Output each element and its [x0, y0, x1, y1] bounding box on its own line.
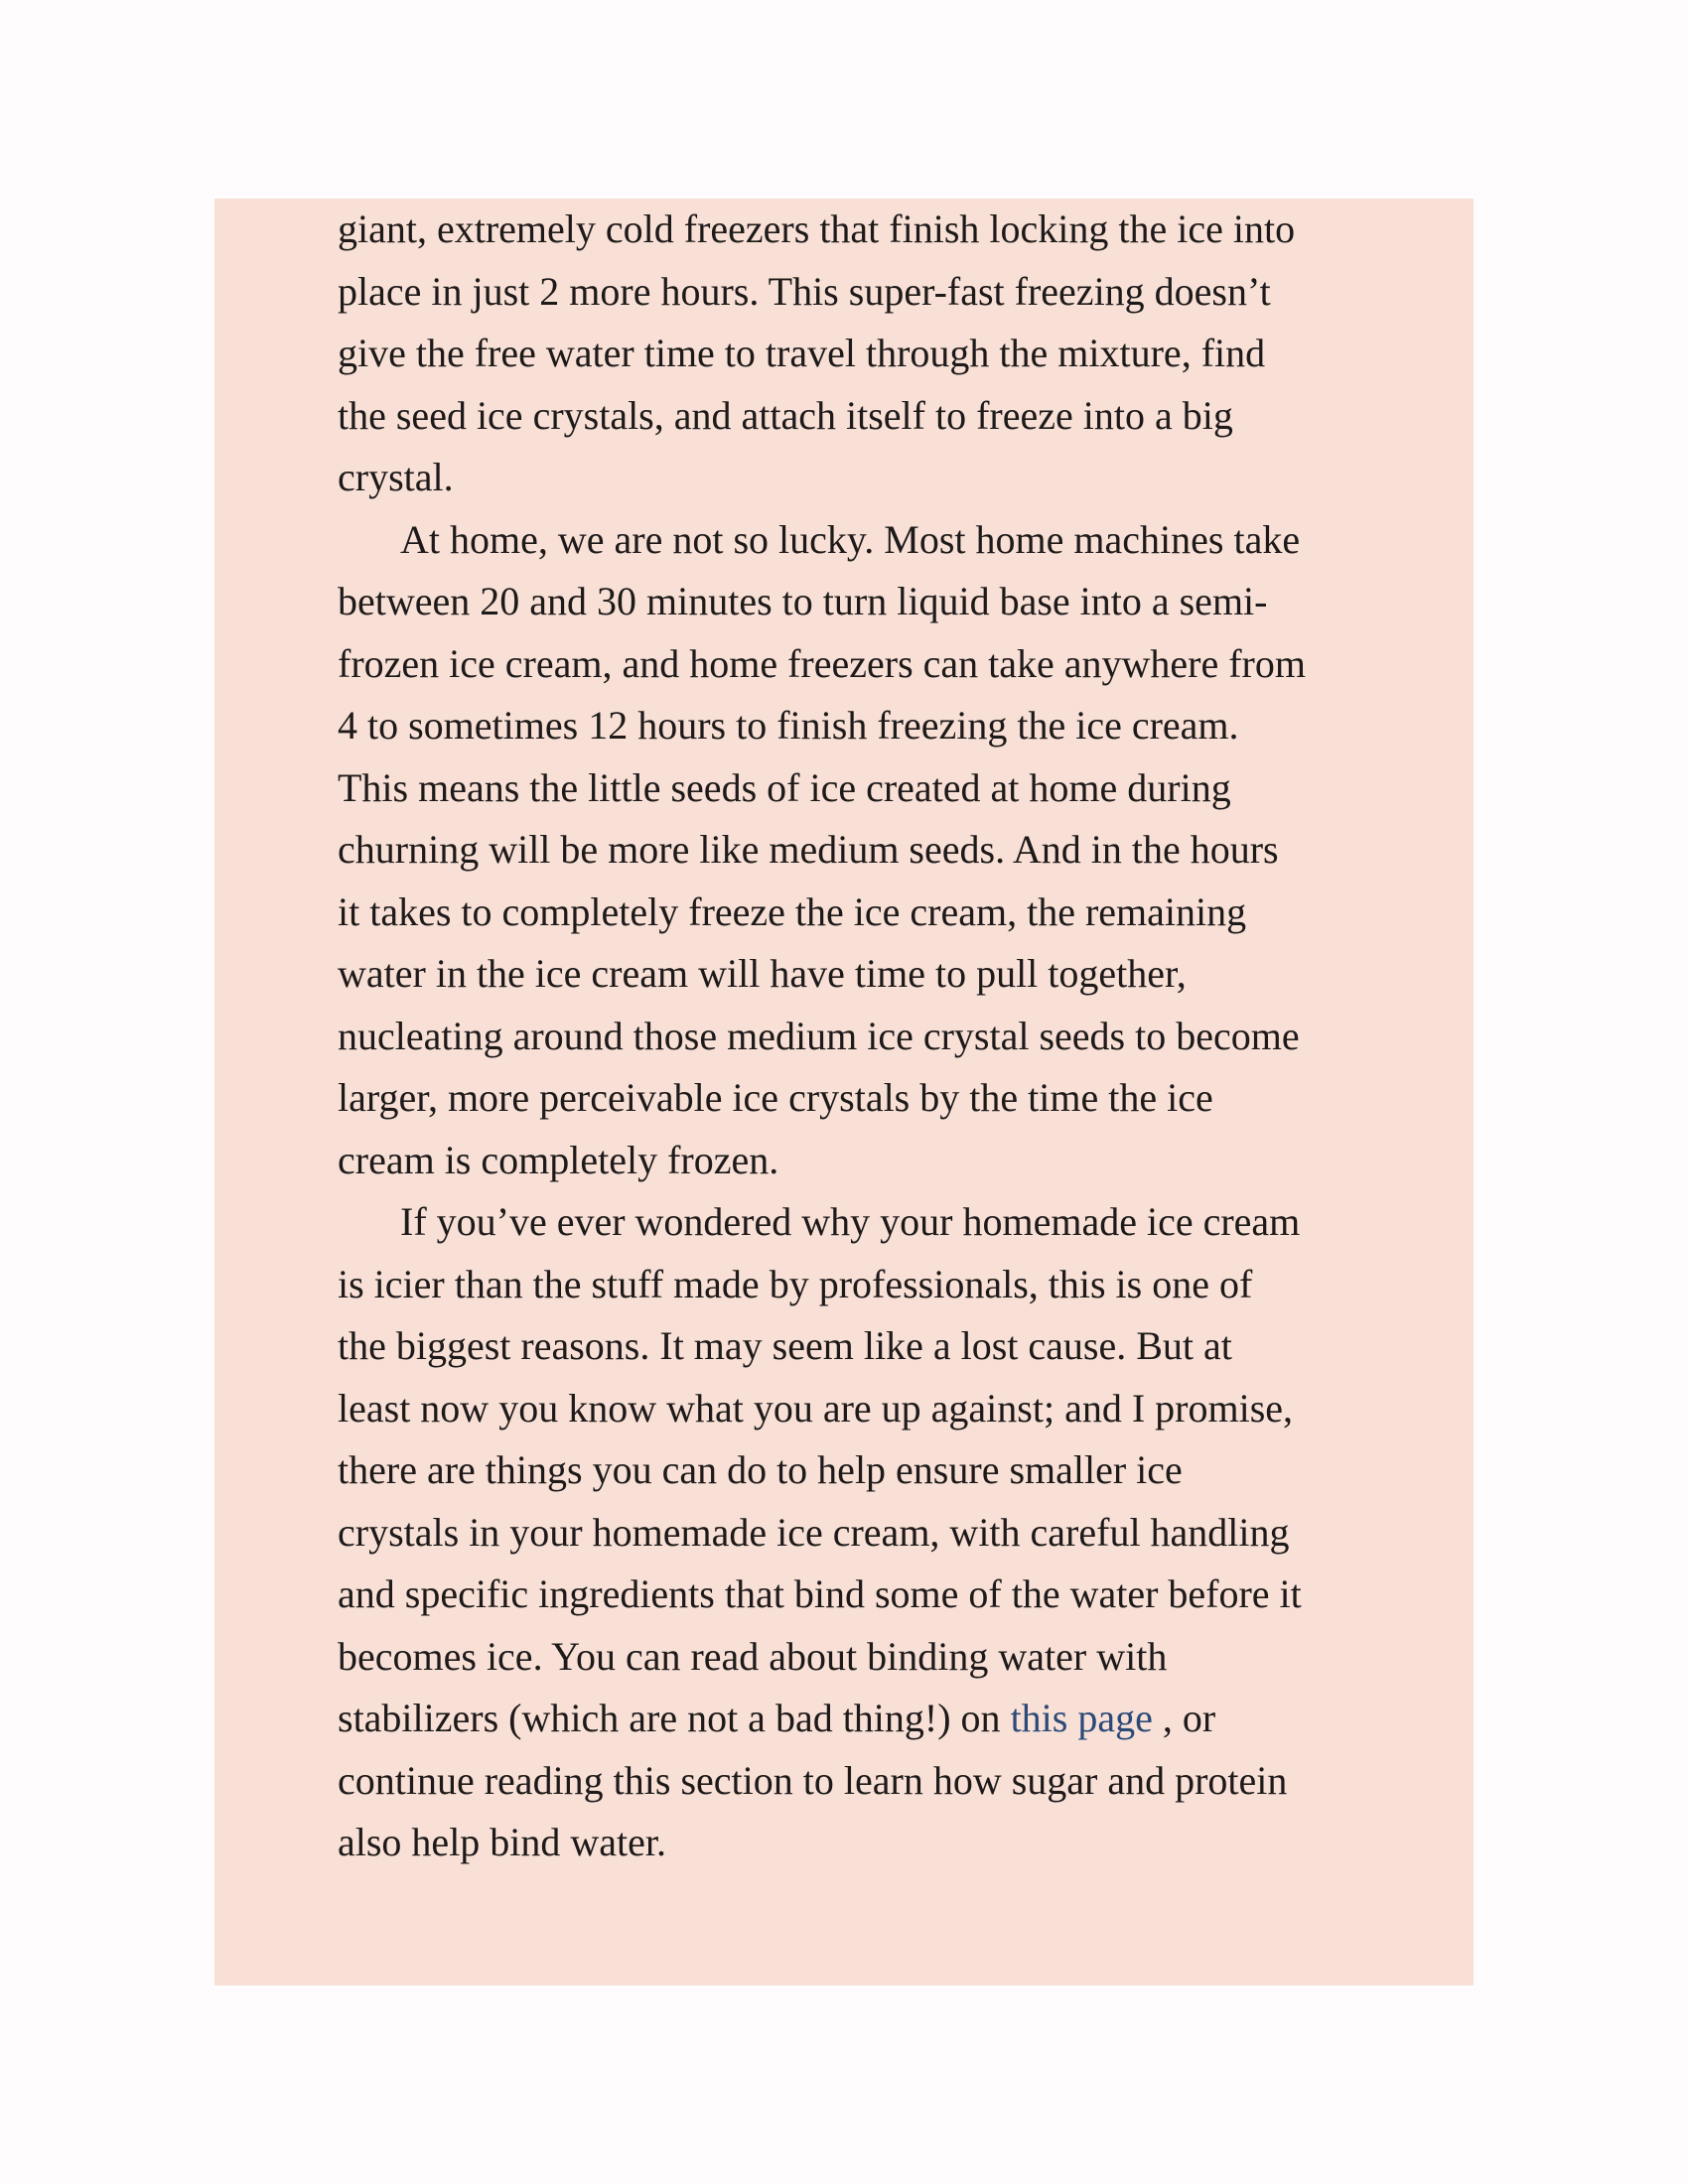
text-line: give the free water time to travel through the mixture, find — [338, 331, 1266, 375]
text-line: the biggest reasons. It may seem like a lost cause. But at — [338, 1323, 1232, 1368]
text-line: water in the ice cream will have time to pull together, — [338, 951, 1187, 996]
text-line: churning will be more like medium seeds. And in the hours — [338, 827, 1279, 872]
body-text — [338, 199, 1350, 1874]
text-line: larger, more perceivable ice crystals by the time the ice — [338, 1075, 1213, 1120]
text-line: is icier than the stuff made by professionals, this is one of — [338, 1261, 1253, 1306]
text-line: and specific ingredients that bind some of the water before it — [338, 1571, 1302, 1616]
text-line: between 20 and 30 minutes to turn liquid base into a semi- — [338, 579, 1268, 623]
text-line: cream is completely frozen. — [338, 1137, 779, 1182]
text-line: At home, we are not so lucky. Most home machines take — [400, 516, 1301, 562]
text-line: place in just 2 more hours. This super-fast freezing doesn’t — [338, 268, 1271, 314]
text-line: 4 to sometimes 12 hours to finish freezing the ice cream. — [338, 703, 1239, 748]
text-line: least now you know what you are up against; and I promise, — [338, 1385, 1294, 1431]
text-before-link: stabilizers (which are not a bad thing!) on — [338, 1696, 1011, 1740]
text-line: continue reading this section to learn how sugar and protein — [338, 1757, 1288, 1803]
text-line: frozen ice cream, and home freezers can take anywhere from — [338, 640, 1306, 686]
text-line: becomes ice. You can read about binding water with — [338, 1633, 1168, 1679]
text-line: crystals in your homemade ice cream, with careful handling — [338, 1509, 1290, 1555]
this-page-link[interactable]: this page — [1010, 1696, 1153, 1740]
text-line: also help bind water. — [338, 1820, 667, 1864]
text-line: giant, extremely cold freezers that finish locking the ice into — [338, 206, 1296, 251]
text-after-link: , or — [1152, 1696, 1216, 1740]
text-line-with-link — [338, 1688, 1350, 1750]
text-line: nucleating around those medium ice crystal seeds to become — [338, 1013, 1300, 1058]
text-line: there are things you can do to help ensure smaller ice — [338, 1447, 1183, 1492]
text-line: the seed ice crystals, and attach itself to freeze into a big — [338, 392, 1233, 438]
text-line: crystal. — [338, 455, 454, 499]
text-line: This means the little seeds of ice created at home during — [338, 764, 1231, 810]
text-line: If you’ve ever wondered why your homemade ice cream — [400, 1199, 1301, 1244]
text-line: it takes to completely freeze the ice cream, the remaining — [338, 888, 1247, 934]
